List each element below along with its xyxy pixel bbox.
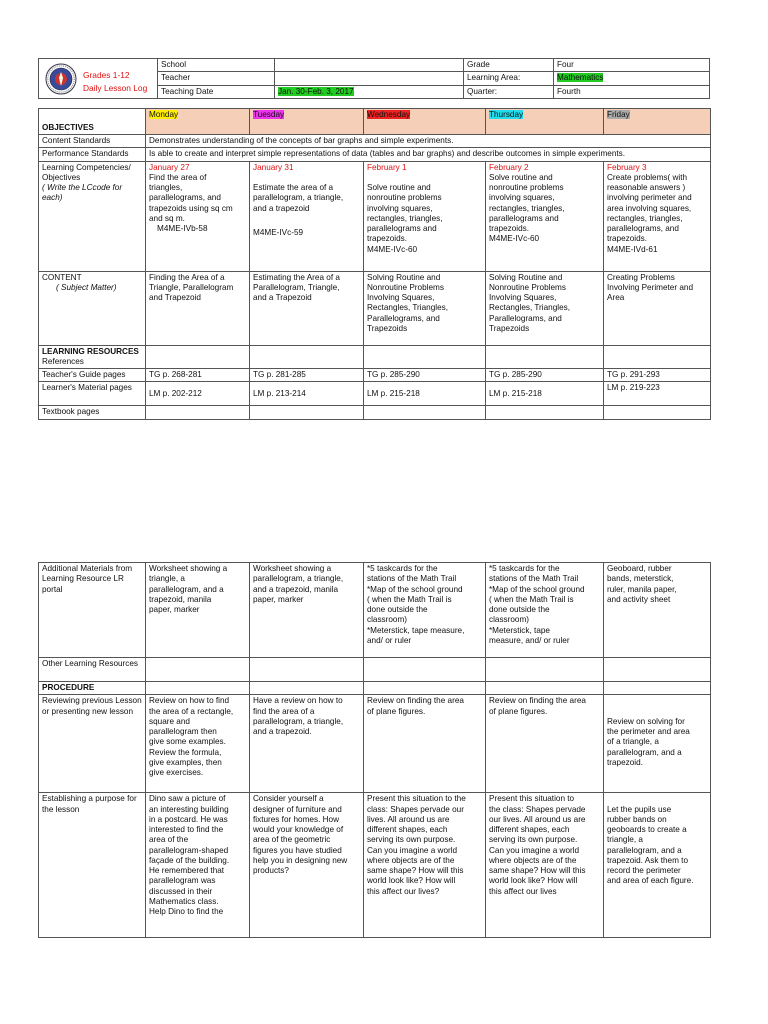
teacher-value bbox=[275, 72, 464, 85]
content-cell: Creating Problems Involving Perimeter and Area bbox=[604, 271, 711, 345]
empty-cell bbox=[486, 682, 604, 695]
procedure-label: PROCEDURE bbox=[39, 682, 146, 695]
resources-label: LEARNING RESOURCES bbox=[42, 346, 139, 356]
school-value bbox=[275, 59, 464, 72]
empty-cell bbox=[364, 682, 486, 695]
additional-label: Additional Materials from Learning Resource LR portal bbox=[39, 563, 146, 658]
competency-date: February 2 bbox=[489, 162, 529, 172]
learning-area-label: Learning Area: bbox=[464, 72, 554, 85]
content-cell: Estimating the Area of a Parallelogram, Triangle, and a Trapezoid bbox=[250, 271, 364, 345]
day-wednesday bbox=[364, 109, 486, 135]
competency-code: M4ME-IVb-58 bbox=[157, 224, 208, 233]
quarter-value: Fourth bbox=[554, 85, 710, 98]
review-cell: Review on solving for the perimeter and area of a triangle, a parallelogram, and a trapezoid. bbox=[604, 695, 711, 793]
empty-cell bbox=[486, 658, 604, 682]
day-wednesday-label: Wednesday bbox=[367, 110, 411, 119]
resources-label-cell bbox=[39, 345, 146, 369]
purpose-cell: Present this situation to the class: Shapes pervade our lives. All around us are different shapes, each serving its own purpose. Can you imagine a world where objects are of the same shape? How will this world look like? How will this affect our lives? bbox=[364, 793, 486, 938]
competency-cell bbox=[604, 161, 711, 271]
empty-cell bbox=[364, 658, 486, 682]
additional-cell: Geoboard, rubber bands, meterstick, ruler, manila paper, and activity sheet bbox=[604, 563, 711, 658]
day-thursday bbox=[486, 109, 604, 135]
additional-cell: *5 taskcards for the stations of the Math Trail *Map of the school ground ( when the Math Trail is done outside the classroom) *Meterstick, tape measure, and/ or ruler bbox=[486, 563, 604, 658]
review-cell: Review on finding the area of plane figures. bbox=[364, 695, 486, 793]
competency-text: Estimate the area of a parallelogram, a triangle, and a trapezoid bbox=[253, 183, 344, 213]
lm-cell: LM p. 215-218 bbox=[364, 382, 486, 406]
empty-cell bbox=[364, 345, 486, 369]
day-thursday-label: Thursday bbox=[489, 110, 524, 119]
lm-label: Learner's Material pages bbox=[39, 382, 146, 406]
textbook-label: Textbook pages bbox=[39, 406, 146, 419]
competency-cell bbox=[146, 161, 250, 271]
content-cell: Finding the Area of a Triangle, Parallelogram and Trapezoid bbox=[146, 271, 250, 345]
empty-cell bbox=[486, 345, 604, 369]
learning-area-value bbox=[554, 72, 710, 85]
competency-code: M4ME-IVc-60 bbox=[367, 244, 418, 254]
day-tuesday bbox=[250, 109, 364, 135]
competency-cell bbox=[486, 161, 604, 271]
competency-code: M4ME-IVd-61 bbox=[607, 244, 658, 254]
content-label-cell bbox=[39, 271, 146, 345]
empty-cell bbox=[364, 406, 486, 419]
day-friday-label: Friday bbox=[607, 110, 630, 119]
empty-cell bbox=[250, 658, 364, 682]
tg-cell: TG p. 285-290 bbox=[364, 369, 486, 382]
quarter-label: Quarter: bbox=[464, 85, 554, 98]
empty-cell bbox=[250, 682, 364, 695]
grade-value: Four bbox=[554, 59, 710, 72]
review-cell: Review on how to find the area of a rectangle, square and parallelogram then give some examples. Review the formula, give examples, then give exercises. bbox=[146, 695, 250, 793]
lm-cell: LM p. 202-212 bbox=[146, 382, 250, 406]
competency-cell bbox=[364, 161, 486, 271]
empty-cell bbox=[146, 406, 250, 419]
day-friday bbox=[604, 109, 711, 135]
objectives-label: OBJECTIVES bbox=[39, 109, 146, 135]
additional-cell: Worksheet showing a parallelogram, a triangle, and a trapezoid, manila paper, marker bbox=[250, 563, 364, 658]
empty-cell bbox=[604, 682, 711, 695]
competency-text: Create problems( with reasonable answers ) involving perimeter and area involving squares, rectangles, triangles, parallelograms, and trapezoids. bbox=[607, 172, 692, 244]
header-table bbox=[38, 58, 710, 99]
empty-cell bbox=[146, 658, 250, 682]
tg-cell: TG p. 268-281 bbox=[146, 369, 250, 382]
procedure-table bbox=[38, 562, 711, 938]
competency-date: January 31 bbox=[253, 162, 294, 172]
competency-date: February 1 bbox=[367, 162, 407, 172]
references-label: References bbox=[42, 356, 84, 366]
empty-cell bbox=[604, 658, 711, 682]
tg-label: Teacher's Guide pages bbox=[39, 369, 146, 382]
lm-cell: LM p. 219-223 bbox=[604, 382, 711, 406]
other-resources-label: Other Learning Resources bbox=[39, 658, 146, 682]
competencies-label: Learning Competencies/ Objectives bbox=[42, 162, 131, 182]
logo-title: Grades 1-12 bbox=[83, 70, 130, 80]
competency-text: Solve routine and nonroutine problems involving squares, rectangles, triangles, parallelograms and trapezoids. bbox=[367, 183, 443, 244]
content-standards-label: Content Standards bbox=[39, 135, 146, 148]
teaching-date-value bbox=[275, 85, 464, 98]
performance-standards-value: Is able to create and interpret simple representations of data (tables and bar graphs) and describe outcomes in simple experiments. bbox=[146, 148, 711, 161]
empty-cell bbox=[250, 406, 364, 419]
tg-cell: TG p. 285-290 bbox=[486, 369, 604, 382]
logo-cell bbox=[39, 59, 158, 99]
empty-cell bbox=[250, 345, 364, 369]
review-cell: Review on finding the area of plane figures. bbox=[486, 695, 604, 793]
competency-text: Find the area of triangles, parallelograms, and trapezoids using sq cm and sq m. bbox=[149, 172, 233, 223]
empty-cell bbox=[486, 406, 604, 419]
lm-cell: LM p. 215-218 bbox=[486, 382, 604, 406]
competency-text: Solve routine and nonroutine problems involving squares, rectangles, triangles, parallelograms and trapezoids. bbox=[489, 172, 565, 233]
learning-area-text: Mathematics bbox=[557, 73, 604, 83]
content-label: CONTENT bbox=[42, 272, 82, 282]
competencies-note: ( Write the LCcode for each) bbox=[42, 183, 123, 203]
empty-cell bbox=[146, 682, 250, 695]
purpose-cell: Consider yourself a designer of furniture and fixtures for homes. How would your knowledge of area of the geometric figures you have studied help you in designing new products? bbox=[250, 793, 364, 938]
empty-cell bbox=[604, 345, 711, 369]
content-note: ( Subject Matter) bbox=[56, 282, 117, 292]
empty-cell bbox=[604, 406, 711, 419]
purpose-label: Establishing a purpose for the lesson bbox=[39, 793, 146, 938]
performance-standards-label: Performance Standards bbox=[39, 148, 146, 161]
purpose-cell: Present this situation to the class: Shapes pervade our lives. All around us are different shapes, each serving its own purpose. Can you imagine a world where objects are of the same shape? How will this world look like? How will this affect our lives bbox=[486, 793, 604, 938]
purpose-cell: Let the pupils use rubber bands on geoboards to create a triangle, a parallelogram, and a trapezoid. Ask them to record the perimeter and area of each figure. bbox=[604, 793, 711, 938]
content-standards-value: Demonstrates understanding of the concepts of bar graphs and simple experiments. bbox=[146, 135, 711, 148]
deped-seal-icon bbox=[45, 63, 77, 95]
tg-cell: TG p. 291-293 bbox=[604, 369, 711, 382]
content-cell: Solving Routine and Nonroutine Problems Involving Squares, Rectangles, Triangles, Parallelograms, and Trapezoids bbox=[486, 271, 604, 345]
tg-cell: TG p. 281-285 bbox=[250, 369, 364, 382]
lm-cell: LM p. 213-214 bbox=[250, 382, 364, 406]
day-monday-label: Monday bbox=[149, 110, 179, 119]
review-label: Reviewing previous Lesson or presenting new lesson bbox=[39, 695, 146, 793]
objectives-table bbox=[38, 108, 711, 420]
teaching-date-label: Teaching Date bbox=[158, 85, 275, 98]
purpose-cell: Dino saw a picture of an interesting building in a postcard. He was interested to find the area of the parallelogram-shaped façade of the building. He remembered that parallelogram was discussed in their Mathematics class. Help Dino to find the bbox=[146, 793, 250, 938]
teacher-label: Teacher bbox=[158, 72, 275, 85]
competency-code: M4ME-IVc-60 bbox=[489, 234, 540, 244]
school-label: School bbox=[158, 59, 275, 72]
competency-code: M4ME-IVc-59 bbox=[253, 227, 304, 237]
additional-cell: *5 taskcards for the stations of the Math Trail *Map of the school ground ( when the Math Trail is done outside the classroom) *Meterstick, tape measure, and/ or ruler bbox=[364, 563, 486, 658]
day-tuesday-label: Tuesday bbox=[253, 110, 285, 119]
competency-date: February 3 bbox=[607, 162, 647, 172]
additional-cell: Worksheet showing a triangle, a parallelogram, and a trapezoid, manila paper, marker bbox=[146, 563, 250, 658]
competency-cell bbox=[250, 161, 364, 271]
empty-cell bbox=[146, 345, 250, 369]
content-cell: Solving Routine and Nonroutine Problems Involving Squares, Rectangles, Triangles, Parallelograms, and Trapezoids bbox=[364, 271, 486, 345]
logo-subtitle: Daily Lesson Log bbox=[83, 82, 148, 93]
day-monday bbox=[146, 109, 250, 135]
review-cell: Have a review on how to find the area of a parallelogram, a triangle, and a trapezoid. bbox=[250, 695, 364, 793]
competencies-label-cell bbox=[39, 161, 146, 271]
competency-date: January 27 bbox=[149, 162, 190, 172]
grade-label: Grade bbox=[464, 59, 554, 72]
teaching-date-text: Jan. 30-Feb. 3, 2017 bbox=[278, 86, 354, 96]
